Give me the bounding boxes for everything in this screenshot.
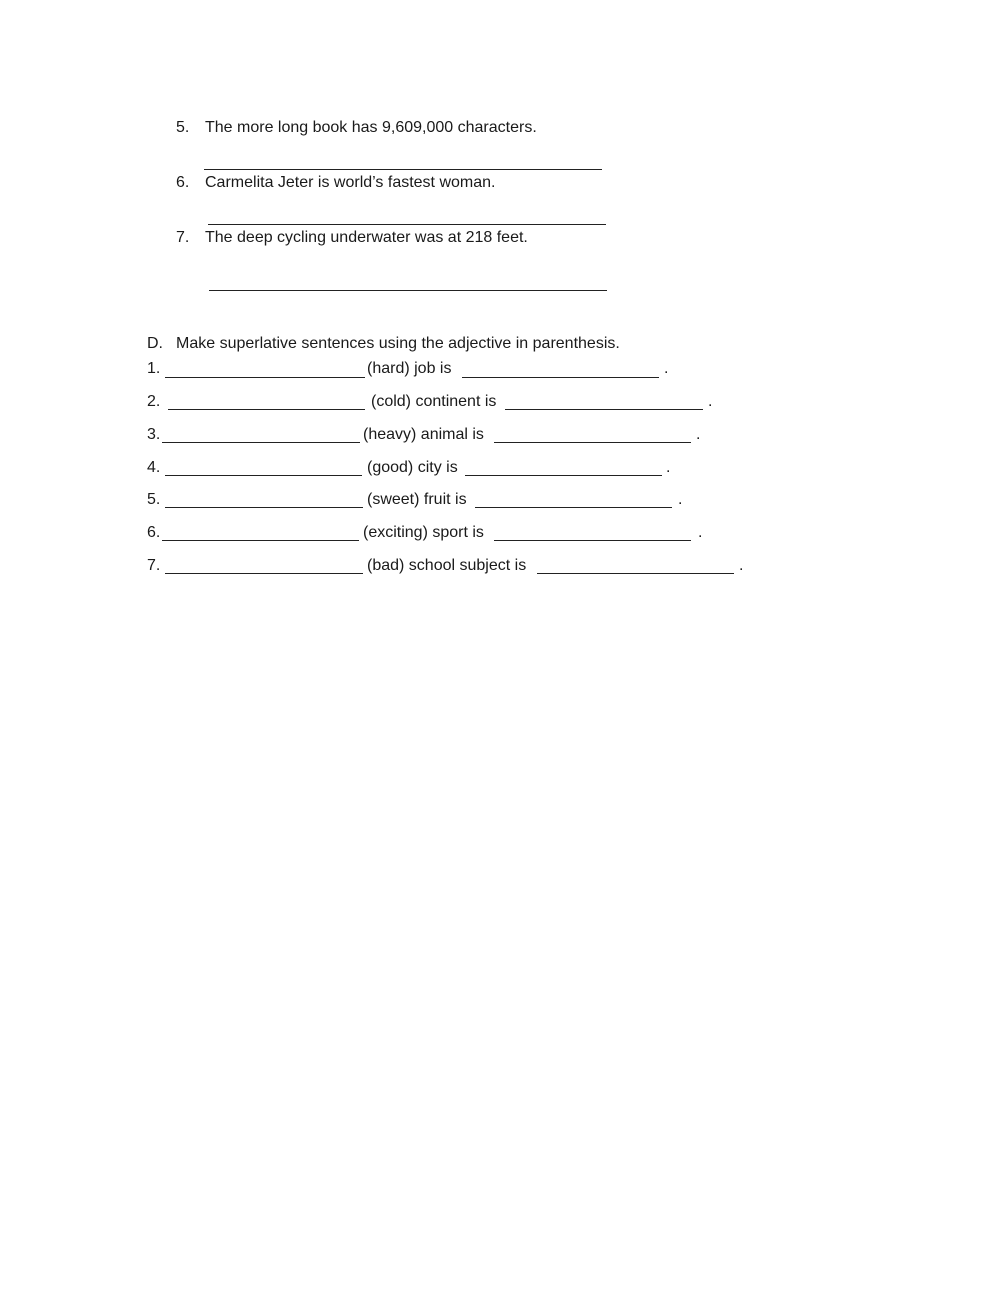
d-item-number: 7. xyxy=(147,557,161,574)
d-item-end: . xyxy=(696,426,701,443)
d-item-middle: (bad) school subject is xyxy=(367,557,527,574)
d-item-middle: (sweet) fruit is xyxy=(367,491,467,508)
d-blank-line[interactable] xyxy=(168,409,365,410)
c-item-number: 6. xyxy=(176,174,190,191)
d-item-middle: (cold) continent is xyxy=(371,393,497,410)
c-item-number: 7. xyxy=(176,229,190,246)
d-item-middle: (good) city is xyxy=(367,459,458,476)
d-blank-line[interactable] xyxy=(465,475,662,476)
d-item-number: 5. xyxy=(147,491,161,508)
d-item-end: . xyxy=(698,524,703,541)
d-blank-line[interactable] xyxy=(165,573,363,574)
d-item-number: 1. xyxy=(147,360,161,377)
c-answer-line[interactable] xyxy=(209,290,607,291)
c-item-text: Carmelita Jeter is world’s fastest woman. xyxy=(205,174,496,191)
d-blank-line[interactable] xyxy=(505,409,703,410)
d-item-middle: (heavy) animal is xyxy=(363,426,484,443)
c-item-text: The deep cycling underwater was at 218 feet. xyxy=(205,229,528,246)
d-item-end: . xyxy=(678,491,683,508)
d-blank-line[interactable] xyxy=(462,377,659,378)
d-item-middle: (exciting) sport is xyxy=(363,524,484,541)
d-blank-line[interactable] xyxy=(165,507,363,508)
c-answer-line[interactable] xyxy=(204,169,602,170)
d-blank-line[interactable] xyxy=(165,475,362,476)
d-item-end: . xyxy=(666,459,671,476)
d-item-end: . xyxy=(664,360,669,377)
section-letter: D. xyxy=(147,335,163,352)
c-item-text: The more long book has 9,609,000 characters. xyxy=(205,119,537,136)
d-blank-line[interactable] xyxy=(537,573,734,574)
d-item-number: 2. xyxy=(147,393,161,410)
d-item-number: 4. xyxy=(147,459,161,476)
section-instruction: Make superlative sentences using the adjective in parenthesis. xyxy=(176,335,620,352)
d-item-number: 6. xyxy=(147,524,161,541)
d-item-number: 3. xyxy=(147,426,161,443)
d-item-end: . xyxy=(708,393,713,410)
d-blank-line[interactable] xyxy=(494,442,691,443)
d-blank-line[interactable] xyxy=(165,377,365,378)
c-item-number: 5. xyxy=(176,119,190,136)
c-answer-line[interactable] xyxy=(208,224,606,225)
d-item-middle: (hard) job is xyxy=(367,360,452,377)
d-blank-line[interactable] xyxy=(162,442,360,443)
d-blank-line[interactable] xyxy=(494,540,691,541)
d-blank-line[interactable] xyxy=(475,507,672,508)
d-blank-line[interactable] xyxy=(162,540,359,541)
d-item-end: . xyxy=(739,557,744,574)
